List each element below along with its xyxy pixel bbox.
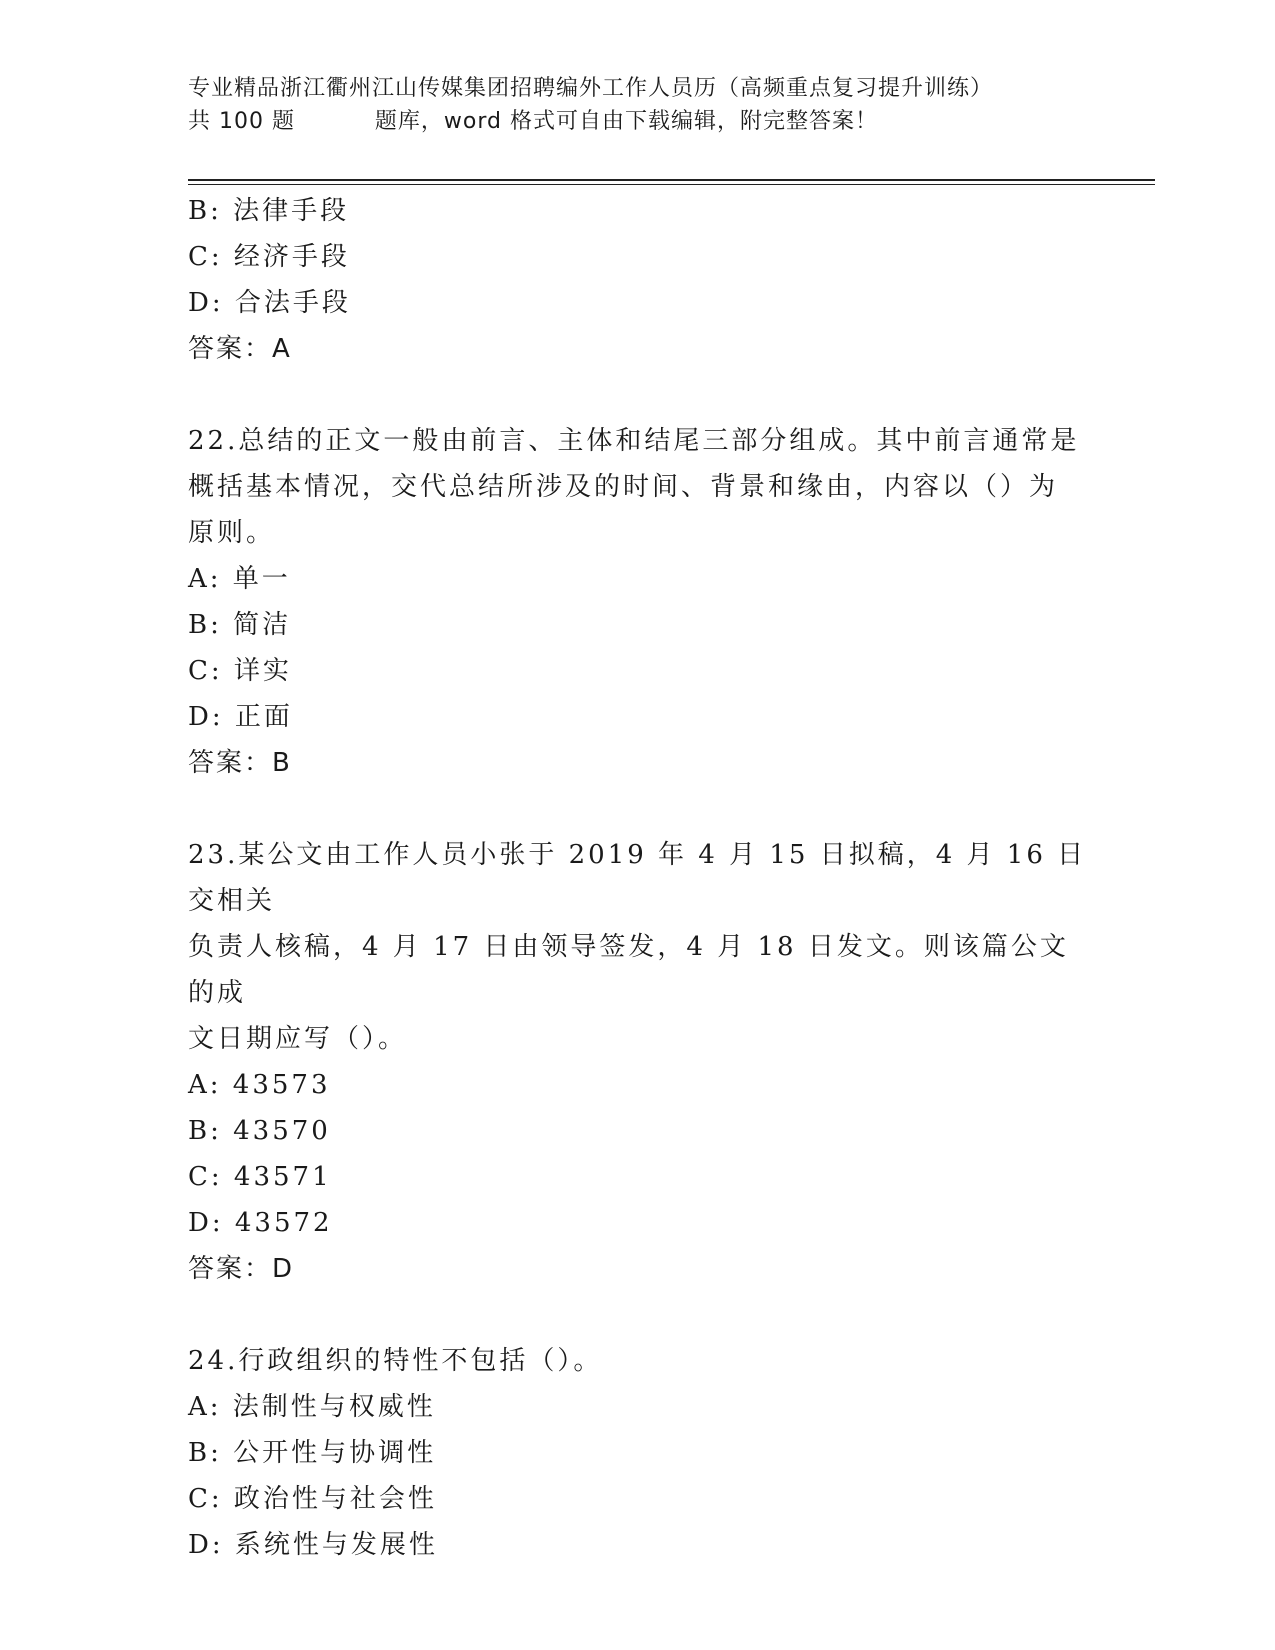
option-c: C: 经济手段 [188,242,350,272]
option-a: A: 43573 [188,1070,331,1100]
option-b: B: 法律手段 [188,196,350,226]
option-d: D: 43572 [188,1208,333,1238]
question-list [188,188,1088,1568]
answer-line: 答案：A [188,334,292,364]
option-d: D: 合法手段 [188,288,351,318]
option-a: A: 法制性与权威性 [188,1392,436,1422]
spacer [188,1292,1088,1338]
option-a: A: 单一 [188,564,291,594]
option-c: C: 政治性与社会性 [188,1484,437,1514]
question-stem-line: 24.行政组织的特性不包括（）。 [188,1346,603,1376]
header-title: 专业精品浙江衢州江山传媒集团招聘编外工作人员历（高频重点复习提升训练） [188,76,994,101]
question-block-23 [188,832,1088,1292]
spacer [188,372,1088,418]
question-stem-line: 负责人核稿，4 月 17 日由领导签发，4 月 18 日发文。则该篇公文的成 [188,932,1069,1008]
question-stem-line: 文日期应写（）。 [188,1024,408,1054]
option-c: C: 详实 [188,656,292,686]
header-divider-thick [188,179,1155,181]
question-block-22 [188,418,1088,786]
answer-line: 答案：B [188,748,292,778]
question-block-21 [188,188,1088,372]
option-d: D: 系统性与发展性 [188,1530,438,1560]
option-b: B: 43570 [188,1116,331,1146]
document-header [188,72,1148,138]
option-b: B: 公开性与协调性 [188,1438,437,1468]
option-d: D: 正面 [188,702,293,732]
question-stem-line: 原则。 [188,518,276,548]
header-subtitle: 共 100 题 题库，word 格式可自由下载编辑，附完整答案！ [188,109,878,134]
question-block-24 [188,1338,1088,1568]
question-stem-line: 概括基本情况，交代总结所涉及的时间、背景和缘由，内容以（）为 [188,472,1059,502]
header-divider-thin [188,184,1155,185]
answer-line: 答案：D [188,1254,295,1284]
option-c: C: 43571 [188,1162,332,1192]
question-stem-line: 22.总结的正文一般由前言、主体和结尾三部分组成。其中前言通常是 [188,426,1080,456]
question-stem-line: 23.某公文由工作人员小张于 2019 年 4 月 15 日拟稿，4 月 16 日交相关 [188,840,1087,916]
option-b: B: 简洁 [188,610,292,640]
spacer [188,786,1088,832]
